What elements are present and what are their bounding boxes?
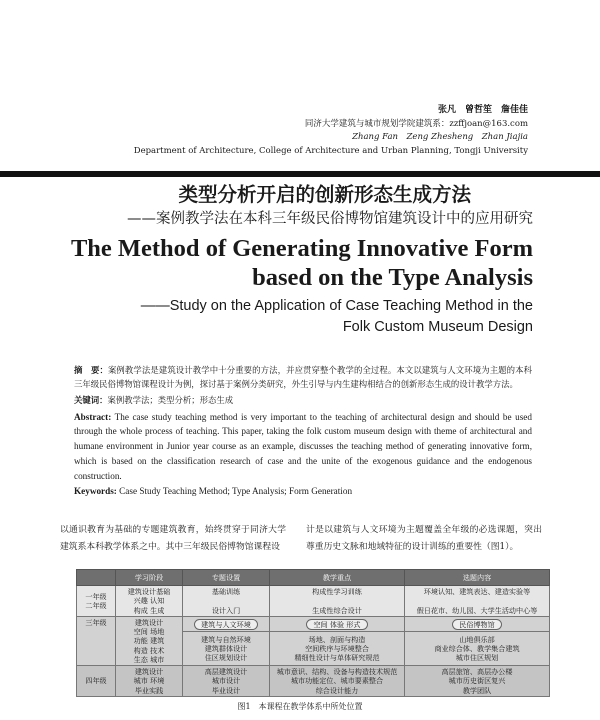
keywords-en-text: Case Study Teaching Method; Type Analysis; Form Generation: [119, 485, 353, 496]
table-cell: 环境认知、建筑表达、建造实验等 假日花市、幼儿园、大学生活动中心等: [405, 586, 550, 617]
author-names-cn: 张凡 曾哲笙 詹佳佳: [437, 105, 528, 115]
keywords-cn-label: 关键词：: [74, 395, 108, 406]
abstract-en-text: The case study teaching method is very important to the teaching of architectural design and should be used through the whole process of teaching. This paper, taking the folk custom museum design with theme of architectural and humane environment in Junior year course as an example, discusses the teaching method of generating innovative form, which is based on the classification research of case and the unite of the exogenous guidance and the endogenous construction.: [74, 411, 532, 481]
author-names-en: Zhang Fan Zeng Zhesheng Zhan Jiajia: [352, 132, 528, 142]
body-right-column: 计是以建筑与人文环境为主题覆盖全年级的必选课题，突出尊重历史文脉和地域特征的设计训练的重要性（图1）。: [306, 525, 542, 552]
table-header: 学习阶段: [116, 570, 183, 586]
table-header: 专题设置: [183, 570, 270, 586]
focus-highlight: 空间 体验 形式: [306, 619, 367, 630]
table-cell: 三年级: [77, 616, 116, 665]
subtitle-cn: ——案例教学法在本科三年级民俗博物馆建筑设计中的应用研究: [127, 211, 533, 227]
table-header: 教学重点: [270, 570, 405, 586]
affiliation-cn: 同济大学建筑与城市规划学院建筑系：zzffjoan@163.com: [304, 118, 528, 129]
table-row: [77, 586, 550, 617]
table-cell: 山地俱乐部 商业综合体、教学集合建筑 城市住区规划: [405, 632, 550, 666]
figure-caption: 图1 本课程在教学体系中所处位置: [237, 702, 363, 711]
figure-1-table: [76, 569, 550, 697]
table-cell: 场地、剖面与构造 空间秩序与环境整合 精细性设计与单体研究规范: [270, 632, 405, 666]
keywords-cn: [74, 393, 532, 407]
title-en-line2: based on the Type Analysis: [252, 264, 533, 291]
table-cell: 高层旅馆、高层办公楼 城市历史街区复兴 教学团队: [405, 666, 550, 697]
table-row: [77, 666, 550, 697]
abstract-cn-text: 案例教学法是建筑设计教学中十分重要的方法，并应贯穿整个教学的全过程。本文以建筑与人文环境为主题的本科三年级民俗博物馆课程设计为例，探讨基于案例分类研究，外生引导与内生建构相结合的创新形态生成的设计教学方法。: [74, 365, 532, 390]
table-cell: 城市意识、结构、设备与构造技术规范 城市功能定位、城市要素整合 综合设计能力: [270, 666, 405, 697]
author-block: [134, 104, 528, 158]
table-cell: 一年级 二年级: [77, 586, 116, 617]
table-cell: 基础训练 设计入门: [183, 586, 270, 617]
keywords-en: [74, 484, 532, 499]
table-cell: [183, 616, 270, 632]
abstract-en-label: Abstract:: [74, 411, 112, 422]
table-cell: 四年级: [77, 666, 116, 697]
keywords-cn-text: 案例教学法；类型分析；形态生成: [107, 395, 234, 406]
curriculum-table: [76, 569, 550, 697]
table-cell: 建筑设计 城市 环境 毕业实践: [116, 666, 183, 697]
subtitle-en-line2: Folk Custom Museum Design: [342, 319, 533, 335]
content-highlight: 民俗博物馆: [452, 619, 501, 630]
table-cell: [405, 616, 550, 632]
keywords-en-label: Keywords:: [74, 485, 117, 496]
table-cell: 建筑设计基础 兴趣 认知 构成 生成: [116, 586, 183, 617]
table-cell: 建筑与自然环境 建筑群体设计 住区规划设计: [183, 632, 270, 666]
body-left-column: 以通识教育为基础的专题建筑教育，始终贯穿于同济大学建筑系本科教学体系之中。其中三年级民俗博物馆课程设: [60, 525, 286, 552]
topic-highlight: 建筑与人文环境: [194, 619, 258, 630]
header-rule: [0, 171, 600, 177]
title-cn: 类型分析开启的创新形态生成方法: [178, 183, 471, 206]
table-header: 选题内容: [405, 570, 550, 586]
subtitle-en-line1: ——Study on the Application of Case Teaching Method in the: [140, 298, 533, 314]
affiliation-en: Department of Architecture, College of Architecture and Urban Planning, Tongji University: [133, 145, 528, 156]
abstract-block: [74, 363, 532, 498]
title-en-line1: The Method of Generating Innovative Form: [70, 235, 533, 262]
table-cell: 建筑设计 空间 场地 功能 建筑 构造 技术 生态 城市: [116, 616, 183, 665]
table-cell: [270, 616, 405, 632]
table-cell: 高层建筑设计 城市设计 毕业设计: [183, 666, 270, 697]
table-header-row: [77, 570, 550, 586]
table-row: [77, 616, 550, 632]
abstract-en: [74, 410, 532, 484]
table-cell: 构成性学习训练 生成性综合设计: [270, 586, 405, 617]
table-header-grade: [77, 570, 116, 586]
title-block: [0, 182, 533, 338]
abstract-cn: [74, 363, 532, 391]
abstract-cn-label: 摘 要：: [74, 365, 108, 375]
